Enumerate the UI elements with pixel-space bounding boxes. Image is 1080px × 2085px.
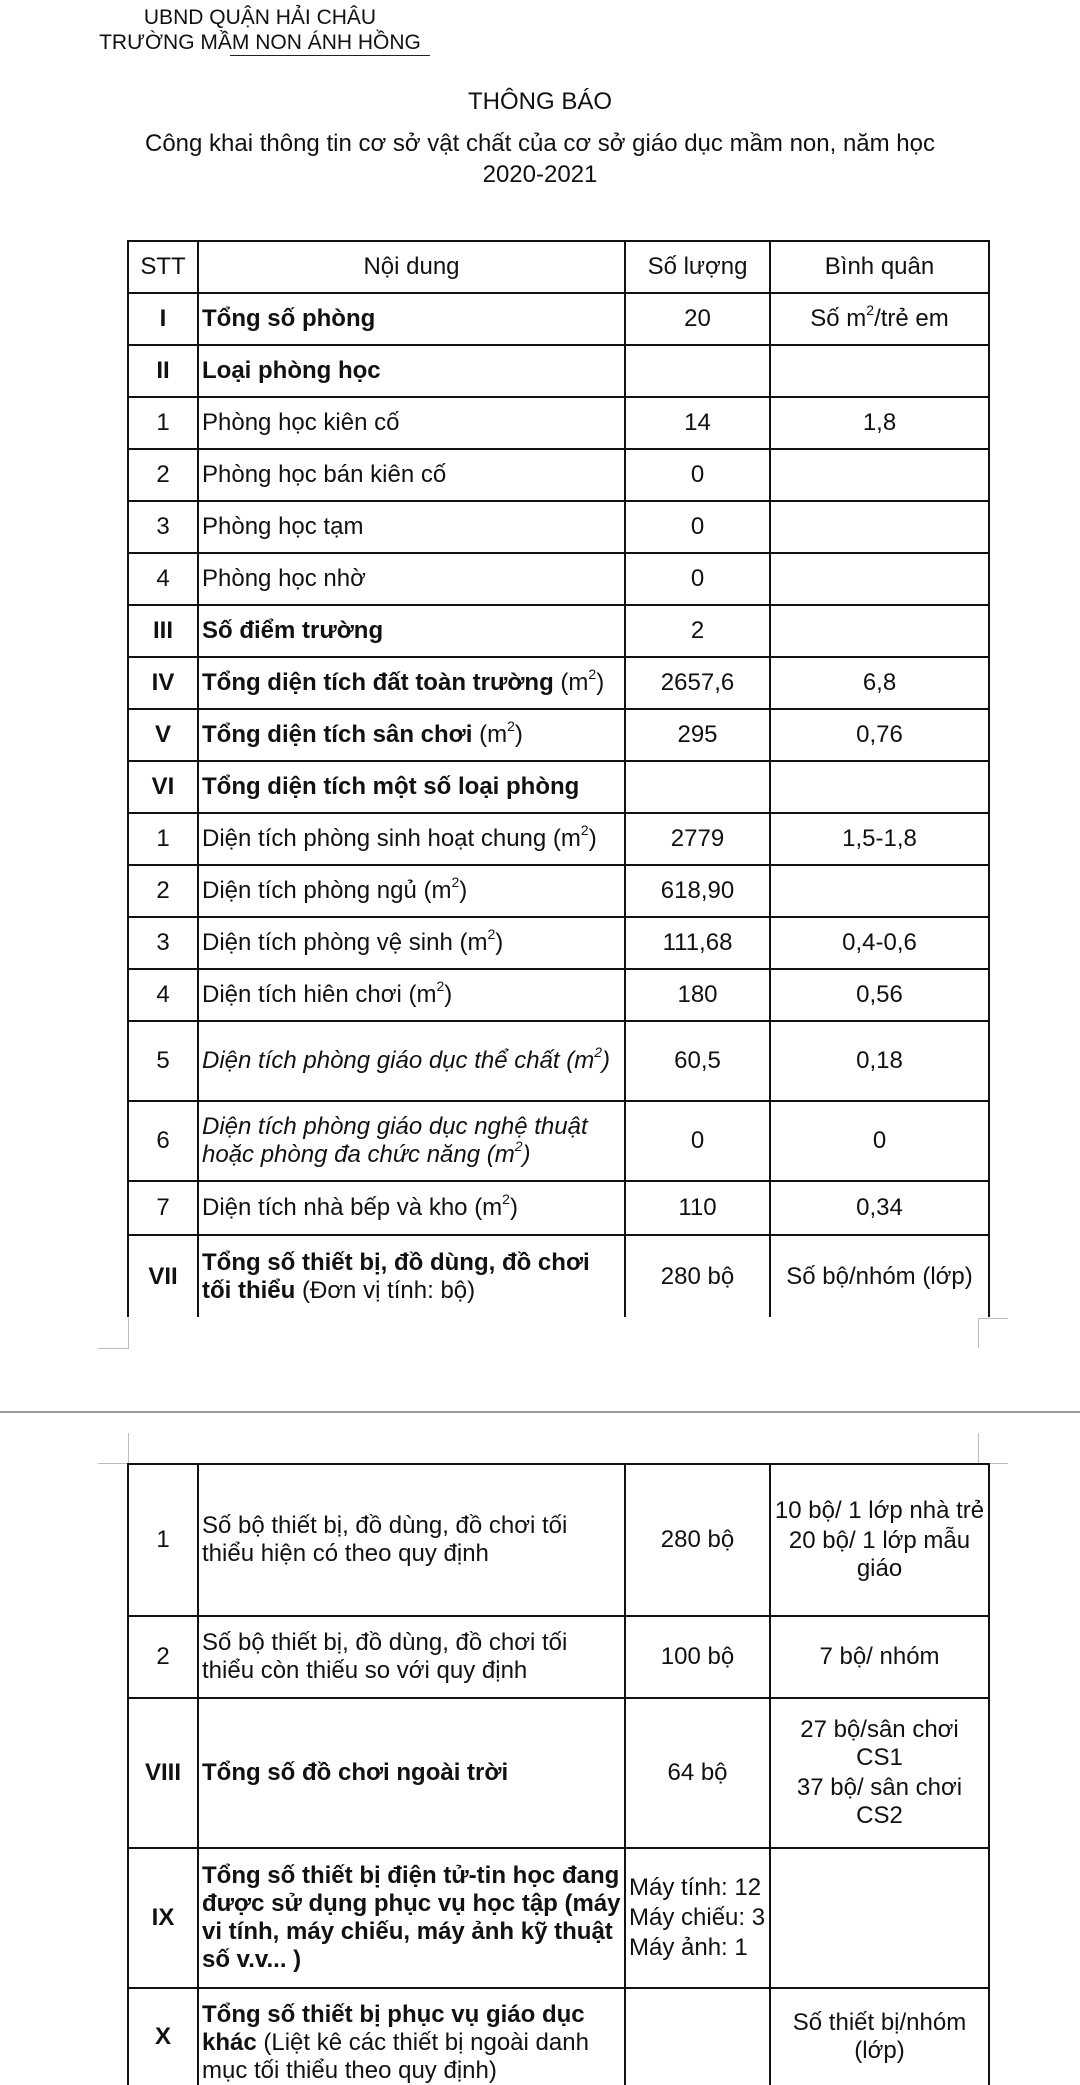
row-quantity bbox=[625, 1988, 770, 2085]
content-text: Tổng số thiết bị phục vụ giáo dục khác bbox=[202, 2001, 585, 2056]
page-corner-mark bbox=[98, 1463, 128, 1464]
row-average: 0,34 bbox=[770, 1181, 989, 1235]
notice-subtitle: Công khai thông tin cơ sở vật chất của cơ sở giáo dục mầm non, năm học 2020-2021 bbox=[144, 130, 936, 188]
average-line: 27 bộ/sân chơi CS1 bbox=[800, 1716, 959, 1771]
row-content: Tổng số thiết bị điện tử-tin học đang được sử dụng phục vụ học tập (máy vi tính, máy chiếu, máy ảnh kỹ thuật số v.v... ) bbox=[198, 1848, 625, 1988]
row-average bbox=[770, 1464, 989, 1616]
school-name: TRƯỜNG MẦM NON ÁNH HỒNG bbox=[99, 31, 421, 54]
table-row bbox=[128, 761, 989, 813]
average-line: 37 bộ/ sân chơi CS2 bbox=[796, 1774, 963, 1829]
row-quantity: 0 bbox=[625, 553, 770, 605]
unit-text: (m bbox=[459, 929, 488, 956]
table-row bbox=[128, 1848, 989, 1988]
content-text: Diện tích nhà bếp và kho bbox=[202, 1194, 475, 1221]
row-stt: VI bbox=[128, 761, 198, 813]
superscript-2: 2 bbox=[487, 926, 496, 942]
table-row bbox=[128, 1988, 989, 2085]
row-quantity: 295 bbox=[625, 709, 770, 761]
table-row bbox=[128, 1181, 989, 1235]
row-average bbox=[770, 1698, 989, 1848]
unit-text: (m bbox=[408, 981, 437, 1008]
unit-text: ) bbox=[602, 1047, 611, 1074]
table-row bbox=[128, 709, 989, 761]
row-content: Phòng học bán kiên cố bbox=[198, 449, 625, 501]
row-content: Phòng học kiên cố bbox=[198, 397, 625, 449]
row-quantity: 0 bbox=[625, 1101, 770, 1181]
table-row bbox=[128, 501, 989, 553]
average-text: /trẻ em bbox=[874, 305, 949, 332]
row-average: Số bộ/nhóm (lớp) bbox=[770, 1235, 989, 1317]
row-stt: I bbox=[128, 293, 198, 345]
row-average bbox=[770, 345, 989, 397]
header-content: Nội dung bbox=[198, 241, 625, 293]
superscript-2: 2 bbox=[507, 718, 515, 734]
row-quantity: 64 bộ bbox=[625, 1698, 770, 1848]
row-quantity: 20 bbox=[625, 293, 770, 345]
unit-text: ) bbox=[459, 877, 468, 904]
unit-text: ) bbox=[596, 669, 605, 696]
quantity-line: Máy chiếu: 3 bbox=[629, 1904, 766, 1931]
row-average bbox=[770, 761, 989, 813]
content-text: Diện tích phòng giáo dục thể chất bbox=[202, 1047, 567, 1074]
row-content bbox=[198, 969, 625, 1021]
unit-text: (m bbox=[552, 825, 581, 852]
average-text: Số m bbox=[810, 305, 867, 332]
row-average: 1,8 bbox=[770, 397, 989, 449]
row-average: 1,5-1,8 bbox=[770, 813, 989, 865]
row-stt: 6 bbox=[128, 1101, 198, 1181]
row-average: 0,76 bbox=[770, 709, 989, 761]
row-average: Số thiết bị/nhóm (lớp) bbox=[770, 1988, 989, 2085]
superscript-2: 2 bbox=[588, 666, 597, 682]
row-content bbox=[198, 917, 625, 969]
superscript-2: 2 bbox=[580, 822, 589, 838]
row-average: 0,18 bbox=[770, 1021, 989, 1101]
unit-text: (m bbox=[423, 877, 452, 904]
content-text: Diện tích phòng giáo dục nghệ thuật hoặc phòng đa chức năng bbox=[202, 1113, 588, 1168]
page-corner-mark bbox=[978, 1433, 1009, 1463]
row-content: Tổng diện tích một số loại phòng bbox=[198, 761, 625, 813]
row-quantity: 618,90 bbox=[625, 865, 770, 917]
superscript-2: 2 bbox=[594, 1044, 603, 1060]
table-row bbox=[128, 1616, 989, 1698]
row-quantity: 60,5 bbox=[625, 1021, 770, 1101]
unit-text: (m bbox=[486, 1141, 515, 1168]
page-corner-mark bbox=[978, 1318, 1009, 1348]
table-row bbox=[128, 553, 989, 605]
table-row bbox=[128, 605, 989, 657]
table-row bbox=[128, 917, 989, 969]
header-quantity: Số lượng bbox=[625, 241, 770, 293]
row-stt: 2 bbox=[128, 865, 198, 917]
row-content: Tổng số phòng bbox=[198, 293, 625, 345]
page-corner-mark bbox=[978, 1318, 1008, 1319]
row-content: Loại phòng học bbox=[198, 345, 625, 397]
unit-text: (m bbox=[474, 1194, 503, 1221]
row-average bbox=[770, 553, 989, 605]
unit-text: (m bbox=[479, 721, 508, 748]
content-text: Tổng số thiết bị, đồ dùng, đồ chơi tối thiểu bbox=[202, 1248, 590, 1304]
row-stt: 5 bbox=[128, 1021, 198, 1101]
table-row bbox=[128, 1698, 989, 1848]
content-text: Tổng diện tích đất toàn trường bbox=[202, 669, 561, 696]
page-break-line bbox=[0, 1411, 1080, 1413]
row-quantity: 2657,6 bbox=[625, 657, 770, 709]
header-underline bbox=[230, 55, 430, 56]
row-quantity: 180 bbox=[625, 969, 770, 1021]
row-content bbox=[198, 1101, 625, 1181]
facilities-table-continued bbox=[127, 1463, 990, 2085]
table-row bbox=[128, 1235, 989, 1317]
row-average bbox=[770, 1848, 989, 1988]
table-row bbox=[128, 1101, 989, 1181]
row-content: Phòng học nhờ bbox=[198, 553, 625, 605]
row-content bbox=[198, 1235, 625, 1317]
row-content bbox=[198, 813, 625, 865]
page-corner-mark bbox=[98, 1318, 129, 1349]
row-average: 7 bộ/ nhóm bbox=[770, 1616, 989, 1698]
row-average bbox=[770, 501, 989, 553]
content-text: Diện tích hiên chơi bbox=[202, 981, 409, 1008]
notice-title: THÔNG BÁO bbox=[467, 88, 612, 115]
superscript-2: 2 bbox=[451, 874, 460, 890]
row-stt: IX bbox=[128, 1848, 198, 1988]
row-average: 6,8 bbox=[770, 657, 989, 709]
table-row bbox=[128, 293, 989, 345]
row-stt: IV bbox=[128, 657, 198, 709]
row-stt: VIII bbox=[128, 1698, 198, 1848]
unit-text: ) bbox=[522, 1141, 531, 1168]
row-quantity: 280 bộ bbox=[625, 1464, 770, 1616]
row-stt: 4 bbox=[128, 553, 198, 605]
table-row bbox=[128, 657, 989, 709]
row-content bbox=[198, 1181, 625, 1235]
row-average: 0 bbox=[770, 1101, 989, 1181]
row-stt: 1 bbox=[128, 1464, 198, 1616]
unit-text: ) bbox=[444, 981, 453, 1008]
row-stt: 4 bbox=[128, 969, 198, 1021]
row-content: Tổng số đồ chơi ngoài trời bbox=[198, 1698, 625, 1848]
superscript-2: 2 bbox=[866, 302, 875, 318]
row-quantity bbox=[625, 345, 770, 397]
superscript-2: 2 bbox=[514, 1138, 523, 1154]
content-note: (Đơn vị tính: bộ) bbox=[295, 1276, 476, 1304]
table-row bbox=[128, 1021, 989, 1101]
header-average: Bình quân bbox=[770, 241, 989, 293]
row-stt: 1 bbox=[128, 813, 198, 865]
average-line: 20 bộ/ 1 lớp mẫu giáo bbox=[788, 1527, 971, 1582]
row-average bbox=[770, 293, 989, 345]
row-quantity: 111,68 bbox=[625, 917, 770, 969]
superscript-2: 2 bbox=[436, 978, 445, 994]
quantity-line: Máy tính: 12 bbox=[629, 1874, 762, 1901]
facilities-table bbox=[127, 240, 990, 1317]
row-quantity bbox=[625, 1848, 770, 1988]
content-text: Diện tích phòng sinh hoạt chung bbox=[202, 825, 553, 852]
unit-text: ) bbox=[588, 825, 597, 852]
row-quantity: 0 bbox=[625, 501, 770, 553]
row-stt: V bbox=[128, 709, 198, 761]
table-row bbox=[128, 969, 989, 1021]
row-content: Số bộ thiết bị, đồ dùng, đồ chơi tối thiểu hiện có theo quy định bbox=[198, 1464, 625, 1616]
content-text: Tổng diện tích sân chơi bbox=[202, 721, 480, 748]
row-quantity: 14 bbox=[625, 397, 770, 449]
row-quantity: 0 bbox=[625, 449, 770, 501]
row-stt: II bbox=[128, 345, 198, 397]
average-line: 10 bộ/ 1 lớp nhà trẻ bbox=[774, 1497, 985, 1524]
row-stt: 3 bbox=[128, 917, 198, 969]
row-content: Số điểm trường bbox=[198, 605, 625, 657]
row-average bbox=[770, 605, 989, 657]
unit-text: (m bbox=[560, 669, 589, 696]
table-row bbox=[128, 813, 989, 865]
authority-name: UBND QUẬN HẢI CHÂU bbox=[143, 6, 377, 29]
unit-text: ) bbox=[514, 721, 523, 748]
row-stt: 7 bbox=[128, 1181, 198, 1235]
row-average: 0,4-0,6 bbox=[770, 917, 989, 969]
header-stt: STT bbox=[128, 241, 198, 293]
row-quantity: 110 bbox=[625, 1181, 770, 1235]
row-average bbox=[770, 449, 989, 501]
row-stt: 3 bbox=[128, 501, 198, 553]
row-content: Số bộ thiết bị, đồ dùng, đồ chơi tối thiểu còn thiếu so với quy định bbox=[198, 1616, 625, 1698]
quantity-line: Máy ảnh: 1 bbox=[629, 1934, 748, 1961]
table-row bbox=[128, 345, 989, 397]
row-stt: VII bbox=[128, 1235, 198, 1317]
row-content bbox=[198, 1021, 625, 1101]
table-row bbox=[128, 1464, 989, 1616]
row-content bbox=[198, 1988, 625, 2085]
page-corner-mark bbox=[98, 1433, 129, 1463]
row-average: 0,56 bbox=[770, 969, 989, 1021]
row-stt: 1 bbox=[128, 397, 198, 449]
row-content: Phòng học tạm bbox=[198, 501, 625, 553]
content-text: Diện tích phòng ngủ bbox=[202, 877, 424, 904]
unit-text: ) bbox=[509, 1194, 518, 1221]
row-content bbox=[198, 709, 625, 761]
row-average bbox=[770, 865, 989, 917]
row-stt: 2 bbox=[128, 1616, 198, 1698]
row-stt: X bbox=[128, 1988, 198, 2085]
table-row bbox=[128, 865, 989, 917]
row-quantity: 280 bộ bbox=[625, 1235, 770, 1317]
row-content bbox=[198, 657, 625, 709]
superscript-2: 2 bbox=[502, 1191, 510, 1207]
row-stt: III bbox=[128, 605, 198, 657]
row-quantity: 100 bộ bbox=[625, 1616, 770, 1698]
table-header-row bbox=[128, 241, 989, 293]
table-row bbox=[128, 397, 989, 449]
table-row bbox=[128, 449, 989, 501]
row-quantity: 2779 bbox=[625, 813, 770, 865]
row-content bbox=[198, 865, 625, 917]
unit-text: ) bbox=[495, 929, 504, 956]
row-stt: 2 bbox=[128, 449, 198, 501]
row-quantity: 2 bbox=[625, 605, 770, 657]
content-note: (Liệt kê các thiết bị ngoài danh mục tối thiểu theo quy định) bbox=[202, 2029, 589, 2084]
row-quantity bbox=[625, 761, 770, 813]
unit-text: (m bbox=[566, 1047, 595, 1074]
content-text: Diện tích phòng vệ sinh bbox=[202, 929, 460, 956]
